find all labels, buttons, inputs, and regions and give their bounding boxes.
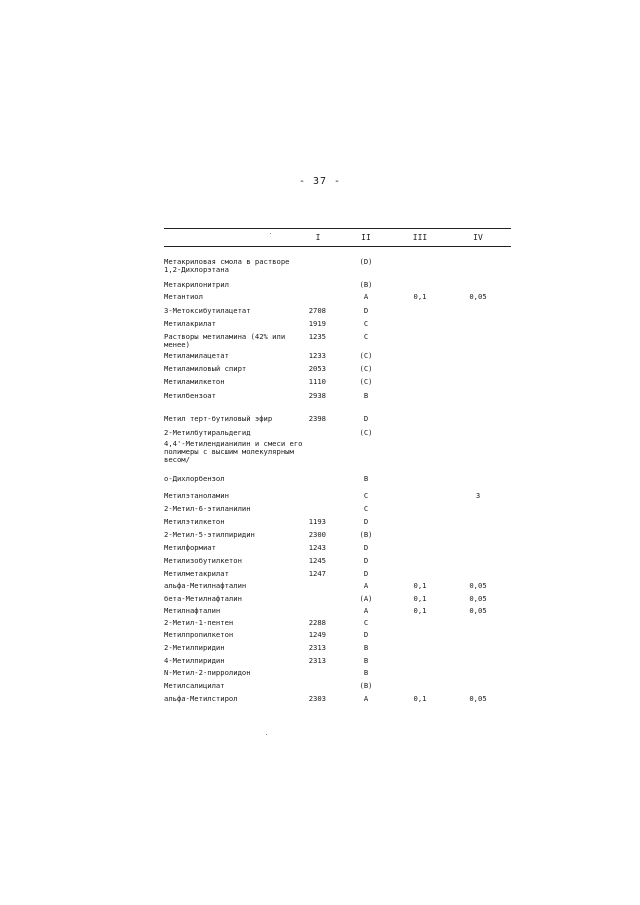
substance-name: Метиламиловый спирт: [164, 364, 247, 373]
column-i-value: 1247: [308, 569, 326, 578]
column-i-value: 1110: [308, 377, 326, 386]
substance-name: Метакрилонитрил: [164, 280, 229, 289]
column-i-value: 2053: [308, 364, 326, 373]
column-i-value: 2708: [308, 306, 326, 315]
column-ii-value: A: [363, 292, 369, 301]
column-ii-value: (C): [359, 377, 373, 386]
substance-name: 2-Метил-5-этилпиридин: [164, 530, 255, 539]
column-ii-value: B: [363, 643, 369, 652]
substance-name: Метилэтаноламин: [164, 491, 229, 500]
column-i-value: 1233: [308, 351, 326, 360]
substance-name: Метилпропилкетон: [164, 630, 234, 639]
substance-name: 2-Метил-6-этиланилин: [164, 504, 251, 513]
substance-name: 4,4'-Метилендианилин и смеси его полимеры с высшим молекулярным весом/: [164, 439, 303, 464]
column-iv-value: 0,05: [469, 606, 487, 615]
column-ii-value: C: [363, 491, 369, 500]
column-iv-value: 3: [475, 491, 481, 500]
column-i-value: 1919: [308, 319, 326, 328]
column-iv-value: 0,05: [469, 594, 487, 603]
substance-name: Метантиол: [164, 292, 203, 301]
column-header-i: I: [315, 233, 321, 242]
column-i-value: 2313: [308, 643, 326, 652]
column-i-value: 1245: [308, 556, 326, 565]
substance-name: Метилбензоат: [164, 391, 216, 400]
substance-name: 2-Метилпиридин: [164, 643, 225, 652]
column-ii-value: (B): [359, 530, 373, 539]
column-ii-value: D: [363, 543, 369, 552]
substance-name: бета-Метилнафталин: [164, 594, 242, 603]
substance-name: Метилнафталин: [164, 606, 221, 615]
column-ii-value: C: [363, 319, 369, 328]
scan-speck: [266, 734, 267, 735]
column-i-value: 2938: [308, 391, 326, 400]
table-header-rule: [164, 246, 511, 247]
substance-name: N-Метил-2-пирролидон: [164, 668, 251, 677]
substance-name: Растворы метиламина (42% или менее): [164, 332, 286, 349]
substance-name: альфа-Метилстирол: [164, 694, 238, 703]
column-iv-value: 0,05: [469, 581, 487, 590]
column-ii-value: B: [363, 656, 369, 665]
substance-name: 2-Метилбутиральдегид: [164, 428, 251, 437]
column-i-value: 2288: [308, 618, 326, 627]
table-top-rule: [164, 228, 511, 229]
substance-name: Метилизобутилкетон: [164, 556, 242, 565]
column-ii-value: (D): [359, 257, 373, 266]
column-i-value: 2313: [308, 656, 326, 665]
column-ii-value: D: [363, 569, 369, 578]
substance-name: 3-Метоксибутилацетат: [164, 306, 251, 315]
column-ii-value: D: [363, 306, 369, 315]
column-ii-value: C: [363, 332, 369, 341]
column-ii-value: A: [363, 581, 369, 590]
substance-name: Метакриловая смола в растворе 1,2-Дихлорэтана: [164, 257, 290, 274]
column-i-value: 1243: [308, 543, 326, 552]
column-iv-value: 0,05: [469, 292, 487, 301]
column-ii-value: A: [363, 606, 369, 615]
substance-name: Метилакрилат: [164, 319, 216, 328]
column-ii-value: (A): [359, 594, 373, 603]
column-i-value: 2398: [308, 414, 326, 423]
column-ii-value: (C): [359, 364, 373, 373]
substance-name: Метиламилкетон: [164, 377, 225, 386]
column-ii-value: D: [363, 556, 369, 565]
column-header-iii: III: [412, 233, 428, 242]
column-iii-value: 0,1: [413, 292, 427, 301]
column-ii-value: B: [363, 391, 369, 400]
column-i-value: 2303: [308, 694, 326, 703]
substance-name: Метил терт-бутиловый эфир: [164, 414, 273, 423]
column-ii-value: B: [363, 668, 369, 677]
column-ii-value: (B): [359, 280, 373, 289]
column-ii-value: C: [363, 618, 369, 627]
column-ii-value: D: [363, 517, 369, 526]
scan-speck: [270, 233, 271, 234]
substance-name: Метиламилацетат: [164, 351, 229, 360]
column-header-ii: II: [361, 233, 371, 242]
column-i-value: 1235: [308, 332, 326, 341]
column-header-iv: IV: [473, 233, 483, 242]
column-ii-value: D: [363, 630, 369, 639]
substance-name: Метилметакрилат: [164, 569, 229, 578]
column-i-value: 1193: [308, 517, 326, 526]
substance-name: Метилсалицилат: [164, 681, 225, 690]
column-iv-value: 0,05: [469, 694, 487, 703]
substance-name: 2-Метил-1-пентен: [164, 618, 234, 627]
substance-name: Метилформиат: [164, 543, 216, 552]
page-number: - 37 -: [298, 176, 342, 187]
column-ii-value: (C): [359, 428, 373, 437]
substance-name: альфа-Метилнафталин: [164, 581, 247, 590]
substance-name: Метилэтилкетон: [164, 517, 225, 526]
substance-name: о-Дихлорбензол: [164, 474, 225, 483]
column-ii-value: D: [363, 414, 369, 423]
column-ii-value: A: [363, 694, 369, 703]
column-i-value: 1249: [308, 630, 326, 639]
substance-name: 4-Метилпиридин: [164, 656, 225, 665]
column-iii-value: 0,1: [413, 694, 427, 703]
column-iii-value: 0,1: [413, 581, 427, 590]
column-ii-value: B: [363, 474, 369, 483]
column-iii-value: 0,1: [413, 606, 427, 615]
column-ii-value: (C): [359, 351, 373, 360]
column-ii-value: (B): [359, 681, 373, 690]
column-i-value: 2300: [308, 530, 326, 539]
column-iii-value: 0,1: [413, 594, 427, 603]
column-ii-value: C: [363, 504, 369, 513]
